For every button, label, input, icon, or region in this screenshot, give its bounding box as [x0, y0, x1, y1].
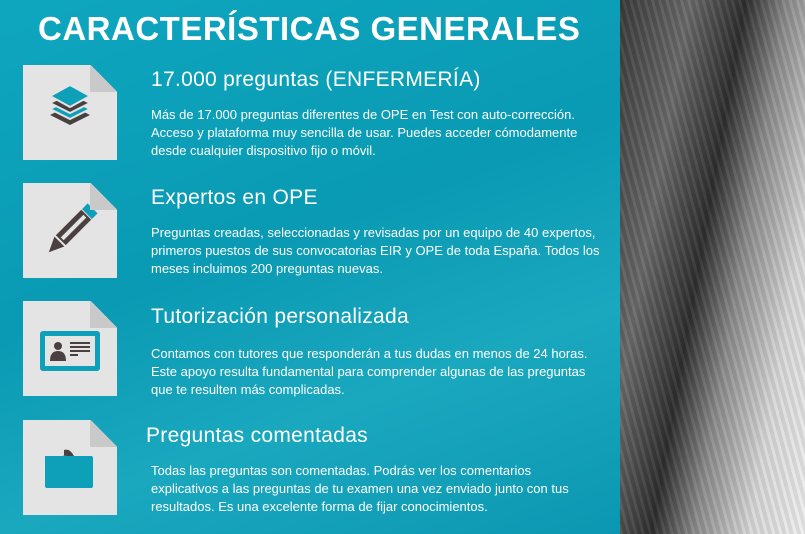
- page-title: CARACTERÍSTICAS GENERALES: [38, 10, 581, 47]
- feature-text: Contamos con tutores que responderán a tus dudas en menos de 24 horas. Este apoyo resulta fundamental para comprender algunas de las preguntas que te resulten más complicadas.: [151, 346, 588, 397]
- page-fold: [90, 301, 117, 328]
- page-fold: [90, 65, 117, 92]
- feature-text: Más de 17.000 preguntas diferentes de OPE en Test con auto-corrección. Acceso y plataforma muy sencilla de usar. Puedes acceder cómodamente desde cualquier dispositivo fijo o móvil.: [151, 107, 578, 158]
- feature-title: Expertos en OPE: [151, 186, 318, 209]
- page-fold: [90, 183, 117, 210]
- feature-title: Preguntas comentadas: [146, 424, 368, 447]
- feature-text: Preguntas creadas, seleccionadas y revisadas por un equipo de 40 expertos, primeros puestos de sus convocatorias EIR y OPE de toda España. Todos los meses incluimos 200 preguntas nuevas.: [151, 225, 600, 276]
- background-photo: [620, 0, 805, 534]
- feature-title: Tutorización personalizada: [151, 305, 409, 328]
- feature-text: Todas las preguntas son comentadas. Podrás ver los comentarios explicativos a las preguntas de tu examen una vez enviado junto con tus resultados. Es una excelente forma de fijar conocimientos.: [151, 463, 569, 514]
- page-fold: [90, 420, 117, 447]
- feature-title: 17.000 preguntas (ENFERMERÍA): [151, 68, 481, 91]
